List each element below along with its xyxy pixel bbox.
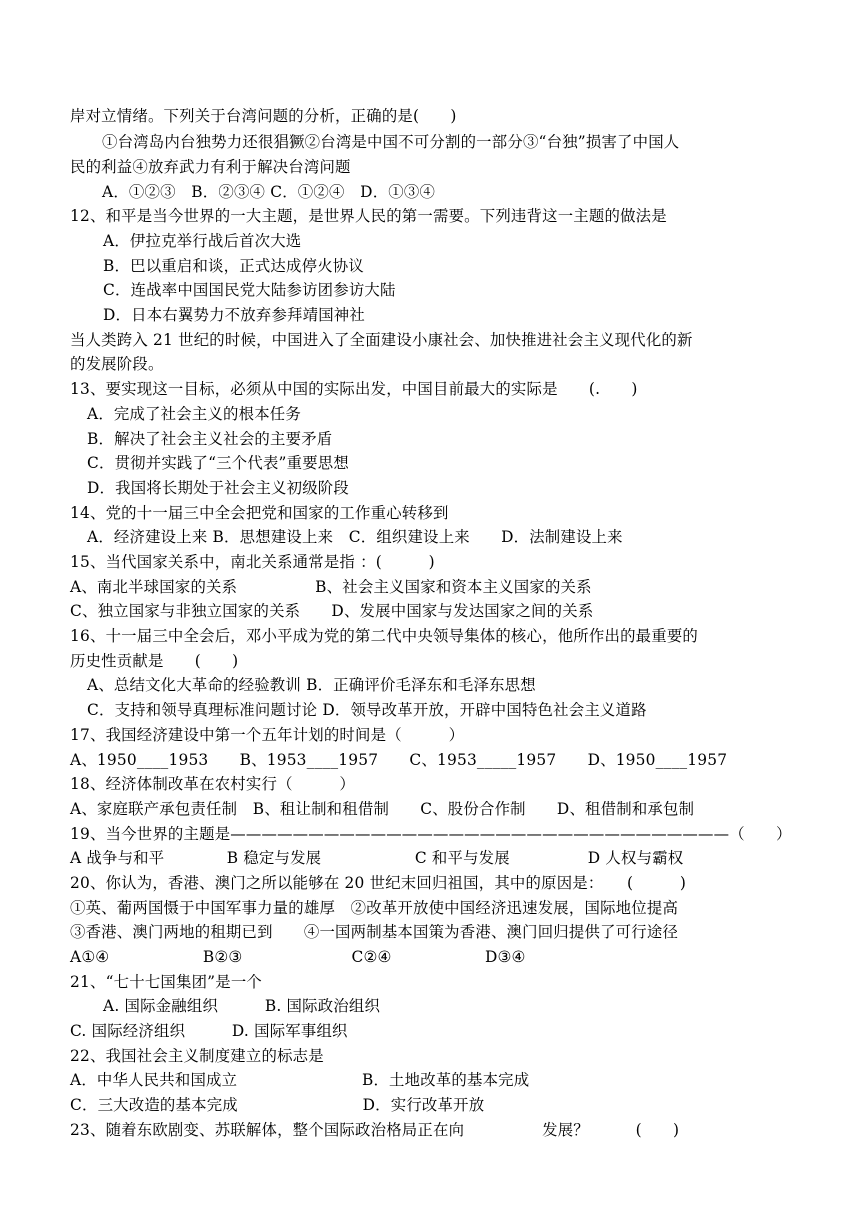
- text-line: A．伊拉克举行战后首次大选: [103, 232, 302, 250]
- text-line: A、1950____1953 B、1953____1957 C、1953_____1957 D、1950____1957: [70, 751, 728, 769]
- text-line: A. 国际金融组织 B. 国际政治组织: [103, 997, 381, 1015]
- text-line: D．我国将长期处于社会主义初级阶段: [87, 479, 349, 497]
- text-line: A．中华人民共和国成立 B．土地改革的基本完成: [70, 1071, 530, 1089]
- text-line: 13、要实现这一目标，必须从中国的实际出发，中国目前最大的实际是 (. ): [70, 380, 638, 398]
- text-line: 22、我国社会主义制度建立的标志是: [70, 1047, 324, 1065]
- text-line: 20、你认为，香港、澳门之所以能够在 20 世纪末回归祖国，其中的原因是： ( ): [70, 874, 687, 892]
- text-line: 18、经济体制改革在农村实行（ ）: [70, 775, 356, 793]
- text-line: 19、当今世界的主题是————————————————————————————————（ ）: [70, 825, 792, 843]
- text-line: 民的利益④放弃武力有利于解决台湾问题: [70, 158, 351, 176]
- text-line: A．完成了社会主义的根本任务: [87, 405, 301, 423]
- text-line: C．三大改造的基本完成 D．实行改革开放: [70, 1096, 485, 1114]
- text-line: 23、随着东欧剧变、苏联解体，整个国际政治格局正在向 发展？ ( ): [70, 1121, 680, 1139]
- text-line: A、总结文化大革命的经验教训 B．正确评价毛泽东和毛泽东思想: [87, 676, 536, 694]
- text-line: 16、十一届三中全会后，邓小平成为党的第二代中央领导集体的核心，他所作出的最重要的: [70, 627, 699, 645]
- text-line: 15、当代国家关系中，南北关系通常是指 ：( ): [70, 553, 435, 571]
- text-line: ①英、葡两国慑于中国军事力量的雄厚 ②改革开放使中国经济迅速发展，国际地位提高: [70, 899, 679, 917]
- text-line: A．经济建设上来 B．思想建设上来 C．组织建设上来 D．法制建设上来: [87, 528, 623, 546]
- text-line: A、南北半球国家的关系 B、社会主义国家和资本主义国家的关系: [70, 578, 592, 596]
- text-line: 的发展阶段。: [70, 355, 164, 373]
- text-line: ①台湾岛内台独势力还很猖獗②台湾是中国不可分割的一部分③“台独”损害了中国人: [102, 133, 680, 151]
- text-line: B．解决了社会主义社会的主要矛盾: [87, 430, 333, 448]
- text-line: C．支持和领导真理标准问题讨论 D．领导改革开放，开辟中国特色社会主义道路: [87, 701, 647, 719]
- text-line: C．贯彻并实践了“三个代表”重要思想: [87, 454, 349, 472]
- text-line: B．巴以重启和谈，正式达成停火协议: [103, 257, 364, 275]
- text-line: ③香港、澳门两地的租期已到 ④一国两制基本国策为香港、澳门回归提供了可行途径: [70, 923, 679, 941]
- text-line: 历史性贡献是 ( ): [70, 652, 239, 670]
- text-line: 岸对立情绪。下列关于台湾问题的分析，正确的是( ): [70, 107, 457, 125]
- text-line: A．①②③ B．②③④ C．①②④ D．①③④: [102, 183, 436, 201]
- text-line: C. 国际经济组织 D. 国际军事组织: [70, 1022, 348, 1040]
- text-line: 17、我国经济建设中第一个五年计划的时间是（ ）: [70, 726, 465, 744]
- text-line: 14、党的十一届三中全会把党和国家的工作重心转移到: [70, 504, 449, 522]
- text-line: 21、“七十七国集团”是一个: [70, 973, 263, 991]
- text-line: C、独立国家与非独立国家的关系 D、发展中国家与发达国家之间的关系: [70, 602, 594, 620]
- text-line: C．连战率中国国民党大陆参访团参访大陆: [103, 281, 396, 299]
- text-line: D．日本右翼势力不放弃参拜靖国神社: [103, 306, 365, 324]
- text-line: A①④ B②③ C②④ D③④: [70, 948, 526, 966]
- text-line: 当人类跨入 21 世纪的时候，中国进入了全面建设小康社会、加快推进社会主义现代化的新: [70, 331, 693, 349]
- text-line: 12、和平是当今世界的一大主题，是世界人民的第一需要。下列违背这一主题的做法是: [70, 207, 667, 225]
- text-line: A 战争与和平 B 稳定与发展 C 和平与发展 D 人权与霸权: [70, 849, 684, 867]
- text-line: A、家庭联产承包责任制 B、租让制和租借制 C、股份合作制 D、租借制和承包制: [70, 800, 695, 818]
